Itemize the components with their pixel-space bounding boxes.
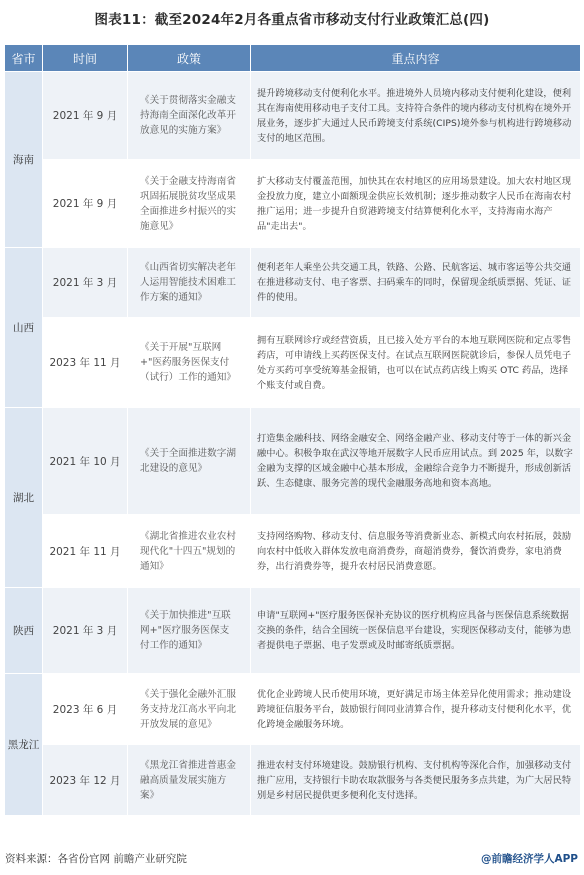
time-cell: 2023 年 12 月 — [43, 745, 128, 816]
province-cell: 陕西 — [5, 588, 43, 674]
table-header-row — [5, 45, 581, 72]
content-cell: 推进农村支付环境建设。鼓励银行机构、支付机构等深化合作，加强移动支付推广应用，支持银行卡助农取款服务与各类便民服务多点共建，为广大居民特别是乡村居民提供更多便利化支付选择。 — [251, 745, 581, 816]
content-cell: 打造集金融科技、网络金融安全、网络金融产业、移动支付等于一体的新兴金融中心。积极争取在武汉等地开展数字人民币应用试点。到 2025 年，以数字金融为支撑的区域金融中心基本形成，金融综合竞争力不断提升，形成创新活跃、生态健康、服务完善的现代金融服务高地和资本高地。 — [251, 408, 581, 515]
policy-cell: 《关于贯彻落实金融支持海南全面深化改革开放意见的实施方案》 — [128, 72, 251, 160]
policy-cell: 《关于强化金融外汇服务支持龙江高水平向北开放发展的意见》 — [128, 674, 251, 745]
policy-cell: 《关于金融支持海南省巩固拓展脱贫攻坚成果全面推进乡村振兴的实施意见》 — [128, 160, 251, 248]
time-cell: 2023 年 6 月 — [43, 674, 128, 745]
time-cell: 2021 年 10 月 — [43, 408, 128, 515]
brand-label: @前瞻经济学人APP — [480, 853, 578, 865]
province-cell: 黑龙江 — [5, 674, 43, 816]
time-cell: 2021 年 11 月 — [43, 515, 128, 588]
policy-table — [4, 44, 581, 816]
table-row — [5, 674, 581, 745]
header-content: 重点内容 — [251, 45, 581, 72]
content-cell: 支持网络购物、移动支付、信息服务等消费新业态、新模式向农村拓展，鼓励向农村中低收入群体发放电商消费券，商超消费券，餐饮消费券，家电消费券，出行消费券等，提升农村居民消费意愿。 — [251, 515, 581, 588]
source-note: 资料来源：各省份官网 前瞻产业研究院 — [5, 853, 187, 865]
time-cell: 2023 年 11 月 — [43, 318, 128, 408]
table-row — [5, 318, 581, 408]
time-cell: 2021 年 3 月 — [43, 588, 128, 674]
table-row — [5, 72, 581, 160]
header-province: 省市 — [5, 45, 43, 72]
content-cell: 拥有互联网诊疗或经营资质，且已接入处方平台的本地互联网医院和定点零售药店，可申请线上买药医保支付。在试点互联网医院就诊后，参保人员凭电子处方买药可享受统筹基金报销，也可以在试点药店线上购买 OTC 药品，选择个账支付或自费。 — [251, 318, 581, 408]
table-row — [5, 408, 581, 515]
table-row — [5, 745, 581, 816]
page-title: 图表11：截至2024年2月各重点省市移动支付行业政策汇总(四) — [94, 12, 490, 28]
time-cell: 2021 年 9 月 — [43, 160, 128, 248]
content-cell: 申请"互联网+"医疗服务医保补充协议的医疗机构应具备与医保信息系统数据交换的条件，结合全国统一医保信息平台建设，实现医保移动支付，能够为患者提供电子票据、电子发票或及时邮寄纸质票据。 — [251, 588, 581, 674]
content-cell: 便利老年人乘坐公共交通工具，铁路、公路、民航客运、城市客运等公共交通在推进移动支付、电子客票、扫码乘车的同时，保留现金纸质票据、凭证、证件的使用。 — [251, 248, 581, 318]
policy-cell: 《关于全面推进数字湖北建设的意见》 — [128, 408, 251, 515]
table-row — [5, 160, 581, 248]
policy-cell: 《黑龙江省推进普惠金融高质量发展实施方案》 — [128, 745, 251, 816]
content-cell: 优化企业跨境人民币使用环境，更好满足市场主体差异化使用需求；推动建设跨境征信服务平台，鼓励银行间同业清算合作，提升移动支付便利化水平，优化跨境金融服务环境。 — [251, 674, 581, 745]
time-cell: 2021 年 9 月 — [43, 72, 128, 160]
table-row — [5, 248, 581, 318]
province-cell: 山西 — [5, 248, 43, 408]
policy-cell: 《湖北省推进农业农村现代化"十四五"规划的通知》 — [128, 515, 251, 588]
table-row — [5, 588, 581, 674]
province-cell: 湖北 — [5, 408, 43, 588]
policy-cell: 《关于加快推进"互联网+"医疗服务医保支付工作的通知》 — [128, 588, 251, 674]
policy-cell: 《山西省切实解决老年人运用智能技术困难工作方案的通知》 — [128, 248, 251, 318]
policy-cell: 《关于开展"互联网+"医药服务医保支付（试行）工作的通知》 — [128, 318, 251, 408]
time-cell: 2021 年 3 月 — [43, 248, 128, 318]
table-row — [5, 515, 581, 588]
brand-credit — [481, 851, 578, 866]
content-cell: 提升跨境移动支付便利化水平。推进境外人员境内移动支付便利化建设，便利其在海南使用移动电子支付工具。支持符合条件的境内移动支付机构在境外开展业务，逐步扩大通过人民币跨境支付系统(CIPS)境外参与机构进行跨境移动支付的地区范围。 — [251, 72, 581, 160]
header-time: 时间 — [43, 45, 128, 72]
header-policy: 政策 — [128, 45, 251, 72]
province-cell: 海南 — [5, 72, 43, 248]
content-cell: 扩大移动支付覆盖范围，加快其在农村地区的应用场景建设。加大农村地区现金投放力度，建立小面额现金供应长效机制；逐步推动数字人民币在海南农村推广运用；进一步提升自贸港跨境支付结算便利化水平，支持海南水海产品"走出去"。 — [251, 160, 581, 248]
